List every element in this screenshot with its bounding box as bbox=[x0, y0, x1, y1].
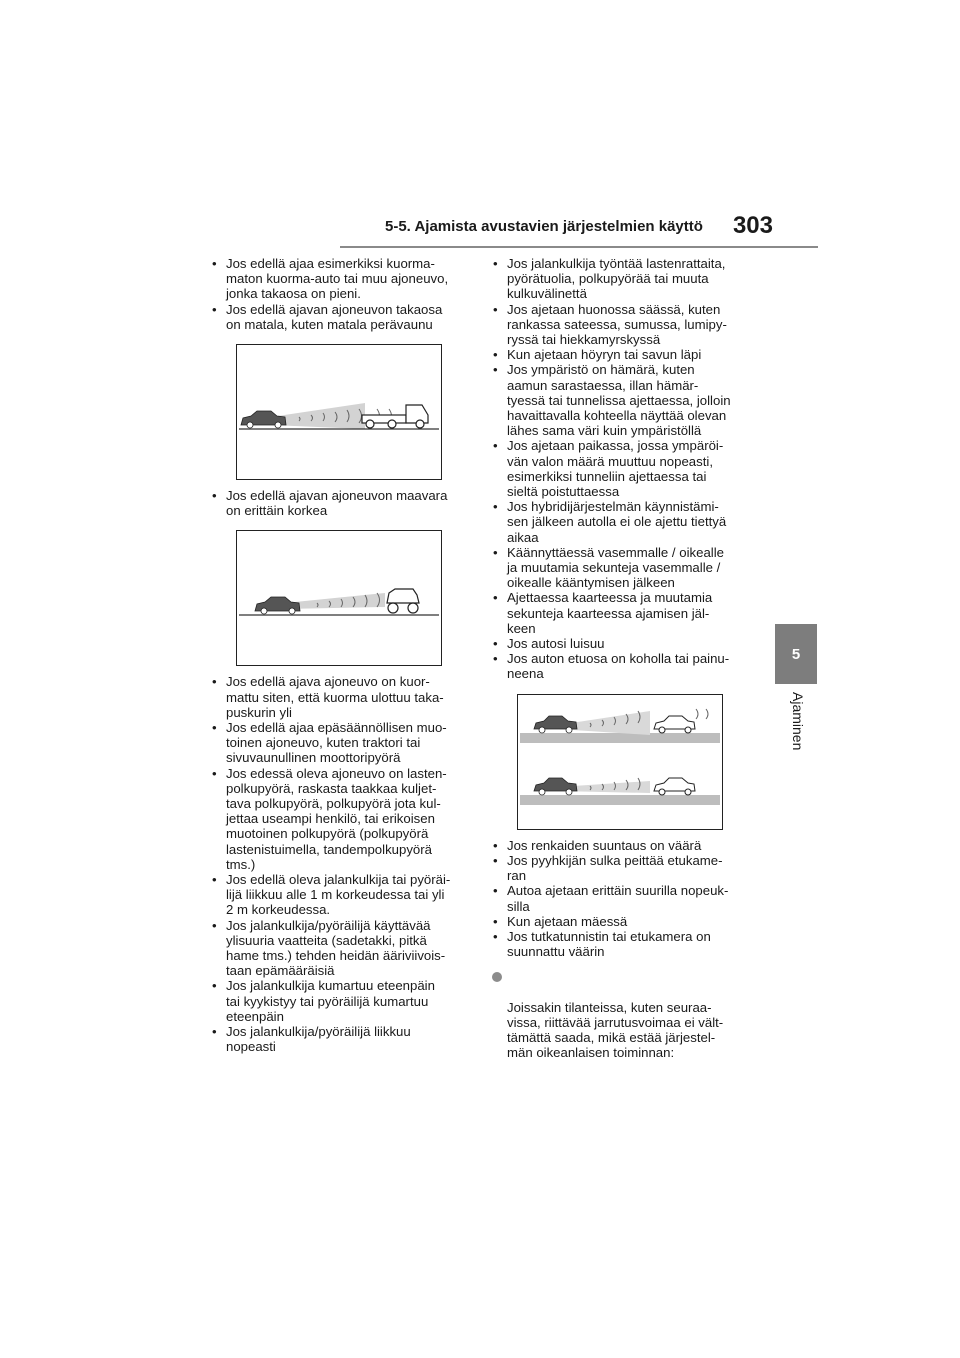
car-following-truck-illustration bbox=[237, 345, 441, 479]
list-item: • Jos jalankulkija/pyöräilijä liikkuu nopeasti bbox=[210, 1024, 472, 1054]
list-item: • Jos jalankulkija työntää lastenrattaita, pyörätuolia, polkupyörää tai muuta kulkuvälinettä bbox=[491, 256, 753, 302]
list-item: • Jos edessä oleva ajoneuvo on lasten- polkupyörä, raskasta taakkaa kuljet- tava polkupyörä, polkupyörä jota kul- jettaa useampi henkilö, tai erikoisen muotoinen polkupyörä (polkupyörä lastenistuimella, tandempolkupyörä tms.) bbox=[210, 766, 472, 872]
car-pitch-illustration bbox=[518, 695, 722, 829]
list-item: • Autoa ajetaan erittäin suurilla nopeuk- silla bbox=[491, 883, 753, 913]
list-item: • Jos ajetaan paikassa, jossa ympäröi- vän valon määrä muuttuu nopeasti, esimerkiksi tunneliin ajettaessa tai sieltä poistuttaessa bbox=[491, 438, 753, 499]
bullet-list bbox=[210, 488, 472, 518]
list-item: • Jos autosi luisuu bbox=[491, 636, 753, 651]
list-item: • Jos hybridijärjestelmän käynnistämi- sen jälkeen autolla ei ole ajettu tiettyä aikaa bbox=[491, 499, 753, 545]
list-item: • Jos edellä oleva jalankulkija tai pyöräi- lijä liikkuu alle 1 m korkeudessa tai yli 2 m korkeudessa. bbox=[210, 872, 472, 918]
list-item: • Jos jalankulkija kumartuu eteenpäin tai kyykistyy tai pyöräilijä kumartuu eteenpäin bbox=[210, 978, 472, 1024]
figure-truck bbox=[236, 344, 442, 480]
list-item: • Jos ajetaan huonossa säässä, kuten rankassa sateessa, sumussa, lumipy- ryssä tai hiekkamyrskyssä bbox=[491, 302, 753, 348]
list-item: • Jos edellä ajaa esimerkiksi kuorma- maton kuorma-auto tai muu ajoneuvo, jonka takaosa on pieni. bbox=[210, 256, 472, 302]
list-item: • Jos pyyhkijän sulka peittää etukame- ran bbox=[491, 853, 753, 883]
list-item: • Jos ympäristö on hämärä, kuten aamun sarastaessa, illan hämär- tyessä tai tunnelissa ajettaessa, jolloin havaittavalla kohteella näyttää olevan lähes sama väri kuin ympäristöllä bbox=[491, 362, 753, 438]
right-column bbox=[491, 256, 753, 1061]
list-item: • Jos edellä ajavan ajoneuvon maavara on erittäin korkea bbox=[210, 488, 472, 518]
chapter-tab: 5 bbox=[775, 624, 817, 684]
note-paragraph bbox=[491, 969, 753, 1060]
bullet-list bbox=[210, 674, 472, 1054]
list-item: • Jos edellä ajava ajoneuvo on kuor- mattu siten, että kuorma ulottuu taka- puskurin yli bbox=[210, 674, 472, 720]
list-item: • Jos jalankulkija/pyöräilijä käyttävää ylisuuria vaatteita (sadetakki, pitkä hame tms.) tehden heidän ääriviivois- taan epämääräisiä bbox=[210, 918, 472, 979]
list-item: • Kun ajetaan mäessä bbox=[491, 914, 753, 929]
figure-suv bbox=[236, 530, 442, 666]
list-item: • Jos renkaiden suuntaus on väärä bbox=[491, 838, 753, 853]
list-item: • Jos tutkatunnistin tai etukamera on suunnattu väärin bbox=[491, 929, 753, 959]
page-header bbox=[385, 212, 785, 246]
bullet-list bbox=[491, 838, 753, 960]
list-item: • Jos edellä ajaa epäsäännöllisen muo- toinen ajoneuvo, kuten traktori tai sivuvaunullinen moottoripyörä bbox=[210, 720, 472, 766]
chapter-label: Ajaminen bbox=[790, 692, 806, 751]
figure-pitch bbox=[517, 694, 723, 830]
bullet-list bbox=[210, 256, 472, 332]
page-number: 303 bbox=[732, 212, 773, 239]
note-text: Joissakin tilanteissa, kuten seuraa- vissa, riittävää jarrutusvoimaa ei vält- tämättä saada, mikä estää järjestel- män oikeanlaisen toiminnan: bbox=[507, 999, 724, 1061]
section-title: 5-5. Ajamista avustavien järjestelmien käyttö bbox=[385, 218, 703, 235]
left-column bbox=[210, 256, 472, 1055]
list-item: • Käännyttäessä vasemmalle / oikealle ja muutamia sekunteja vasemmalle / oikealle kääntymisen jälkeen bbox=[491, 545, 753, 591]
car-following-suv-illustration bbox=[237, 531, 441, 665]
list-item: • Jos edellä ajavan ajoneuvon takaosa on matala, kuten matala perävaunu bbox=[210, 302, 472, 332]
list-item: • Kun ajetaan höyryn tai savun läpi bbox=[491, 347, 753, 362]
list-item: • Jos auton etuosa on koholla tai painu- neena bbox=[491, 651, 753, 681]
header-rule bbox=[340, 246, 818, 248]
note-bullet-icon bbox=[492, 972, 502, 982]
list-item: • Ajettaessa kaarteessa ja muutamia sekunteja kaarteessa ajamisen jäl- keen bbox=[491, 590, 753, 636]
bullet-list bbox=[491, 256, 753, 682]
